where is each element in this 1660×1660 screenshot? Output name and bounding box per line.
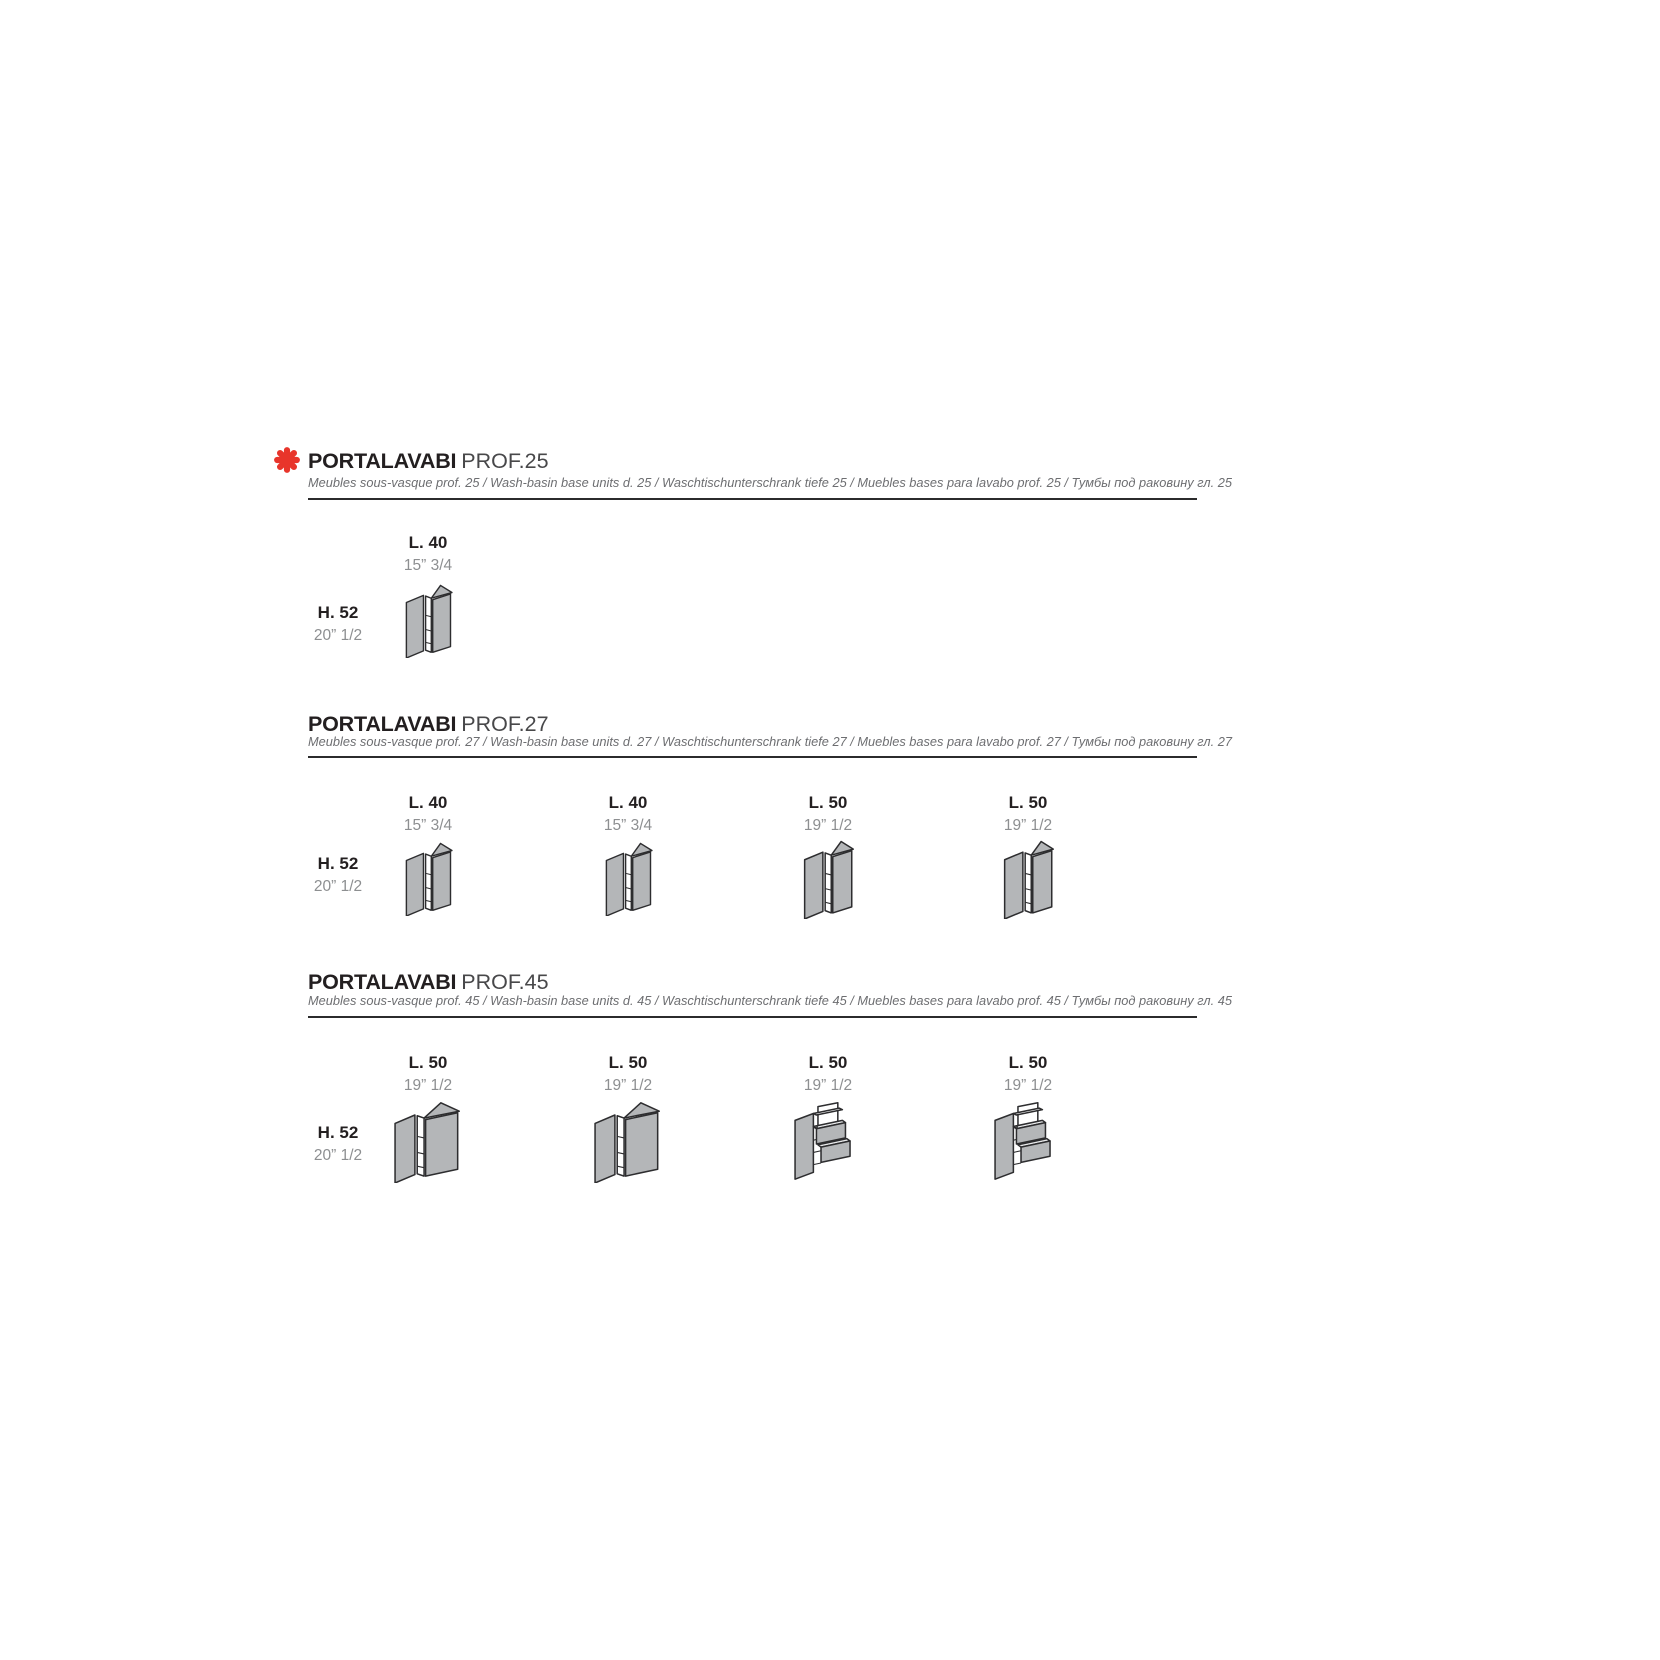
width-dimension (753, 793, 903, 836)
height-dimension (288, 1123, 388, 1166)
width-inches: 15” 3/4 (603, 817, 653, 834)
height-inches: 20” 1/2 (313, 627, 363, 644)
width-dimension (753, 1053, 903, 1096)
divider-rule (308, 1016, 1197, 1018)
width-inches: 19” 1/2 (1003, 817, 1053, 834)
width-label: L. 40 (408, 533, 448, 552)
width-dimension (353, 793, 503, 836)
width-inches: 19” 1/2 (1003, 1077, 1053, 1094)
width-inches: 19” 1/2 (803, 1077, 853, 1094)
section-title-suffix: PROF.27 (461, 712, 549, 736)
height-dimension (288, 603, 388, 646)
width-label: L. 40 (408, 793, 448, 812)
width-inches: 19” 1/2 (603, 1077, 653, 1094)
cabinet-diagram-two-door (800, 840, 864, 919)
divider-rule (308, 498, 1197, 500)
width-label: L. 50 (808, 793, 848, 812)
height-label: H. 52 (317, 1123, 359, 1142)
width-label: L. 50 (608, 1053, 648, 1072)
cabinet-diagram-two-door-deep (592, 1102, 676, 1183)
cabinet-diagram-two-door-deep (392, 1102, 476, 1183)
cabinet-diagram-two-door (1000, 840, 1064, 919)
width-label: L. 50 (1008, 793, 1048, 812)
width-dimension (553, 793, 703, 836)
width-label: L. 40 (608, 793, 648, 812)
section-title-main: PORTALAVABI (308, 970, 457, 994)
section-title-main: PORTALAVABI (308, 449, 457, 473)
width-inches: 19” 1/2 (803, 817, 853, 834)
width-inches: 15” 3/4 (403, 817, 453, 834)
width-label: L. 50 (808, 1053, 848, 1072)
width-dimension (553, 1053, 703, 1096)
cabinet-diagram-two-drawers (792, 1102, 876, 1183)
cabinet-diagram-two-door (602, 842, 662, 916)
divider-rule (308, 756, 1197, 758)
section-title-suffix: PROF.45 (461, 970, 549, 994)
width-dimension (353, 1053, 503, 1096)
red-asterisk-icon (274, 447, 300, 478)
width-dimension (953, 1053, 1103, 1096)
width-label: L. 50 (408, 1053, 448, 1072)
height-inches: 20” 1/2 (313, 1147, 363, 1164)
height-label: H. 52 (317, 603, 359, 622)
width-inches: 15” 3/4 (403, 557, 453, 574)
cabinet-diagram-two-door (402, 842, 462, 916)
section-subtitle: Meubles sous-vasque prof. 45 / Wash-basin base units d. 45 / Waschtischunterschrank tiefe 45 / Muebles bases para lavabo prof. 45 / Тумбы под раковину гл. 45 (308, 993, 1232, 1008)
width-dimension (353, 533, 503, 576)
width-dimension (953, 793, 1103, 836)
width-inches: 19” 1/2 (403, 1077, 453, 1094)
width-label: L. 50 (1008, 1053, 1048, 1072)
section-title (308, 449, 549, 474)
section-subtitle: Meubles sous-vasque prof. 25 / Wash-basin base units d. 25 / Waschtischunterschrank tiefe 25 / Muebles bases para lavabo prof. 25 / Тумбы под раковину гл. 25 (308, 475, 1232, 490)
height-label: H. 52 (317, 854, 359, 873)
section-title (308, 970, 549, 995)
cabinet-diagram-two-drawers (992, 1102, 1076, 1183)
cabinet-diagram-two-door (402, 584, 462, 658)
height-dimension (288, 854, 388, 897)
section-subtitle: Meubles sous-vasque prof. 27 / Wash-basin base units d. 27 / Waschtischunterschrank tiefe 27 / Muebles bases para lavabo prof. 27 / Тумбы под раковину гл. 27 (308, 734, 1232, 749)
section-title-main: PORTALAVABI (308, 712, 457, 736)
section-title-suffix: PROF.25 (461, 449, 549, 473)
height-inches: 20” 1/2 (313, 878, 363, 895)
